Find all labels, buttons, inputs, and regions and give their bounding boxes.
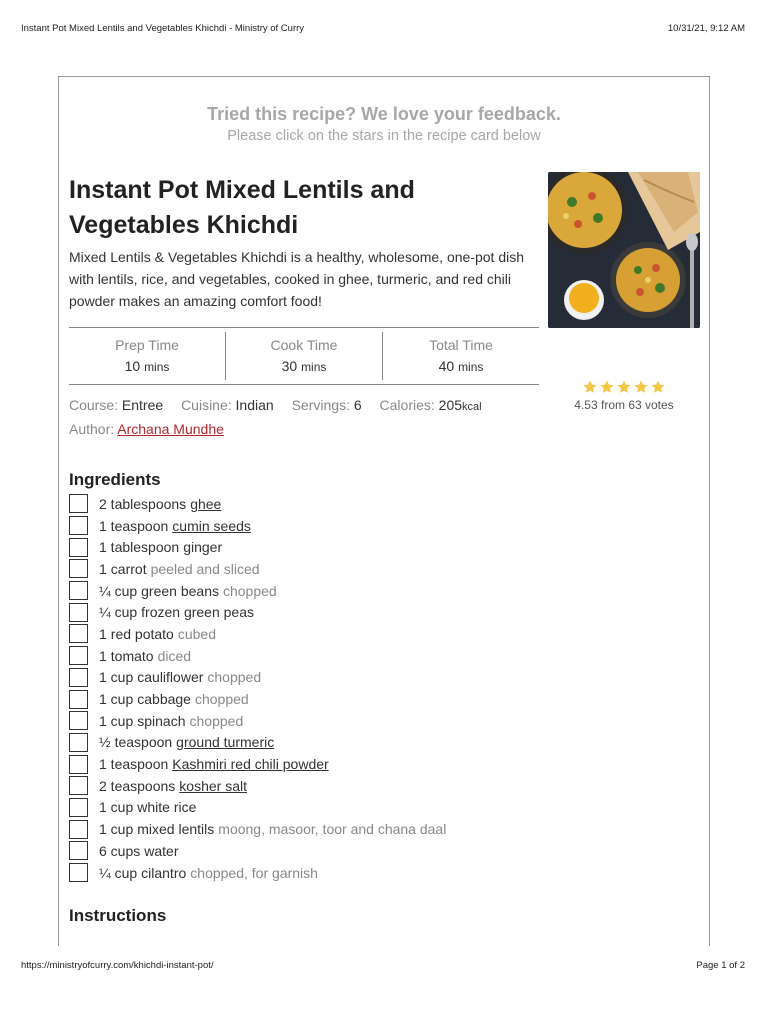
ingredient-checkbox[interactable] [69, 624, 88, 643]
ingredient-checkbox[interactable] [69, 711, 88, 730]
ingredient-amount: 1 cup [99, 712, 134, 729]
ingredient-item [69, 515, 629, 537]
ingredient-item [69, 818, 629, 840]
cuisine-value: Indian [235, 397, 274, 413]
total-time-value: 40 [438, 358, 455, 374]
ingredients-list [69, 493, 629, 883]
ingredient-amount: 2 tablespoons [99, 495, 187, 512]
feedback-banner [59, 102, 709, 146]
ingredient-checkbox[interactable] [69, 798, 88, 817]
ingredient-amount: ¼ cup [99, 604, 138, 621]
ingredient-name: cauliflower [137, 669, 204, 686]
ingredient-amount: ¼ cup [99, 582, 138, 599]
ingredient-amount: 1 teaspoon [99, 517, 169, 534]
ingredient-item [69, 753, 629, 775]
total-time-label: Total Time [429, 337, 493, 353]
recipe-times [69, 327, 539, 385]
ingredient-name: cabbage [137, 691, 191, 708]
ingredient-amount: 1 [99, 647, 107, 664]
ingredient-checkbox[interactable] [69, 494, 88, 513]
ingredient-checkbox[interactable] [69, 581, 88, 600]
ingredient-amount: 6 cups [99, 842, 141, 859]
cook-time [225, 332, 382, 380]
ingredient-note: peeled and sliced [150, 560, 260, 577]
ingredient-name: frozen green peas [141, 604, 254, 621]
ingredient-item [69, 688, 629, 710]
ingredient-link[interactable]: Kashmiri red chili powder [172, 756, 329, 773]
ingredient-name: white rice [137, 799, 197, 816]
feedback-title: Tried this recipe? We love your feedback. [207, 104, 561, 124]
print-header-date: 10/31/21, 9:12 AM [667, 23, 745, 34]
print-footer-page: Page 1 of 2 [696, 960, 745, 971]
ingredient-item [69, 536, 629, 558]
servings-label: Servings: [291, 397, 350, 413]
ingredient-item [69, 840, 629, 862]
calories-value: 205 [438, 397, 463, 413]
ingredient-amount: 1 cup [99, 669, 134, 686]
recipe-card [58, 76, 710, 946]
ingredient-amount: 1 [99, 625, 107, 642]
ingredient-checkbox[interactable] [69, 820, 88, 839]
author-label: Author: [69, 421, 115, 437]
ingredient-checkbox[interactable] [69, 690, 88, 709]
ingredient-note: chopped [207, 669, 262, 686]
ingredient-name: carrot [110, 560, 147, 577]
cook-time-label: Cook Time [270, 337, 338, 353]
calories-unit: kcal [462, 401, 482, 413]
prep-time-value: 10 [124, 358, 141, 374]
total-time [382, 332, 539, 380]
star-icon[interactable] [633, 379, 649, 395]
ingredient-link[interactable]: cumin seeds [172, 517, 251, 534]
ingredient-note: chopped [189, 712, 244, 729]
ingredient-item [69, 732, 629, 754]
recipe-meta [69, 394, 549, 440]
ingredient-link[interactable]: ground turmeric [176, 734, 275, 751]
ingredient-name: ginger [183, 539, 223, 556]
ingredient-name: green beans [141, 582, 219, 599]
ingredient-item [69, 775, 629, 797]
ingredient-note: moong, masoor, toor and chana daal [218, 821, 447, 838]
prep-time [69, 328, 225, 384]
ingredient-item [69, 623, 629, 645]
author-link[interactable]: Archana Mundhe [117, 421, 224, 437]
instructions-heading: Instructions [69, 906, 167, 925]
rating-votes: 4.53 from 63 votes [574, 398, 674, 412]
khichdi-photo-image [548, 172, 700, 328]
ingredient-amount: 1 cup [99, 821, 134, 838]
ingredient-item [69, 580, 629, 602]
ingredient-amount: 1 cup [99, 691, 134, 708]
ingredient-item [69, 558, 629, 580]
recipe-title: Instant Pot Mixed Lentils and Vegetables Khichdi [69, 176, 415, 239]
ingredient-checkbox[interactable] [69, 863, 88, 882]
ingredient-item [69, 667, 629, 689]
ingredient-checkbox[interactable] [69, 755, 88, 774]
ingredients-heading: Ingredients [69, 470, 161, 489]
ingredient-checkbox[interactable] [69, 668, 88, 687]
star-icon[interactable] [582, 379, 598, 395]
print-footer [21, 960, 745, 971]
course-label: Course: [69, 397, 119, 413]
recipe-rating [565, 379, 683, 412]
print-header-title: Instant Pot Mixed Lentils and Vegetables Khichdi - Ministry of Curry [21, 23, 305, 34]
ingredient-note: chopped [222, 582, 277, 599]
ingredient-item [69, 493, 629, 515]
print-header [21, 23, 745, 34]
star-icon[interactable] [650, 379, 666, 395]
cuisine-label: Cuisine: [181, 397, 232, 413]
ingredient-note: chopped, for garnish [190, 864, 318, 881]
course-value: Entree [121, 397, 164, 413]
total-time-unit: mins [458, 360, 484, 374]
ingredient-amount: 1 [99, 560, 107, 577]
ingredient-checkbox[interactable] [69, 646, 88, 665]
ingredient-name: spinach [137, 712, 186, 729]
ingredient-amount: 1 teaspoon [99, 756, 169, 773]
ingredient-item [69, 710, 629, 732]
ingredient-amount: 1 tablespoon [99, 539, 180, 556]
ingredient-note: diced [157, 647, 192, 664]
ingredient-amount: ½ teaspoon [99, 734, 173, 751]
ingredient-note: chopped [194, 691, 249, 708]
ingredient-item [69, 797, 629, 819]
ingredient-amount: 2 teaspoons [99, 777, 176, 794]
ingredient-checkbox[interactable] [69, 516, 88, 535]
star-icon[interactable] [616, 379, 632, 395]
ingredient-checkbox[interactable] [69, 776, 88, 795]
prep-time-label: Prep Time [115, 337, 179, 353]
rating-stars[interactable] [565, 379, 683, 395]
recipe-photo [548, 172, 700, 328]
ingredient-checkbox[interactable] [69, 559, 88, 578]
ingredient-link[interactable]: kosher salt [179, 777, 247, 794]
ingredient-amount: ¼ cup [99, 864, 138, 881]
ingredient-link[interactable]: ghee [190, 495, 222, 512]
ingredient-name: water [144, 842, 179, 859]
ingredient-amount: 1 cup [99, 799, 134, 816]
prep-time-unit: mins [144, 360, 170, 374]
feedback-subtitle: Please click on the stars in the recipe card below [227, 128, 541, 144]
ingredient-name: red potato [110, 625, 174, 642]
ingredient-note: cubed [177, 625, 217, 642]
ingredient-item [69, 601, 629, 623]
ingredient-item [69, 645, 629, 667]
cook-time-unit: mins [301, 360, 327, 374]
ingredient-name: cilantro [141, 864, 187, 881]
ingredient-name: tomato [110, 647, 154, 664]
ingredient-checkbox[interactable] [69, 603, 88, 622]
calories-label: Calories: [379, 397, 435, 413]
servings-value: 6 [353, 397, 362, 413]
ingredient-checkbox[interactable] [69, 538, 88, 557]
print-footer-url: https://ministryofcurry.com/khichdi-instant-pot/ [21, 960, 214, 971]
ingredient-checkbox[interactable] [69, 841, 88, 860]
star-icon[interactable] [599, 379, 615, 395]
ingredient-checkbox[interactable] [69, 733, 88, 752]
cook-time-value: 30 [281, 358, 298, 374]
ingredient-name: mixed lentils [137, 821, 215, 838]
ingredient-item [69, 862, 629, 884]
recipe-summary: Mixed Lentils & Vegetables Khichdi is a healthy, wholesome, one-pot dish with lentils, rice, and vegetables, cooked in ghee, turmeric, and red chili powder makes an amazing comfort food! [69, 249, 525, 309]
